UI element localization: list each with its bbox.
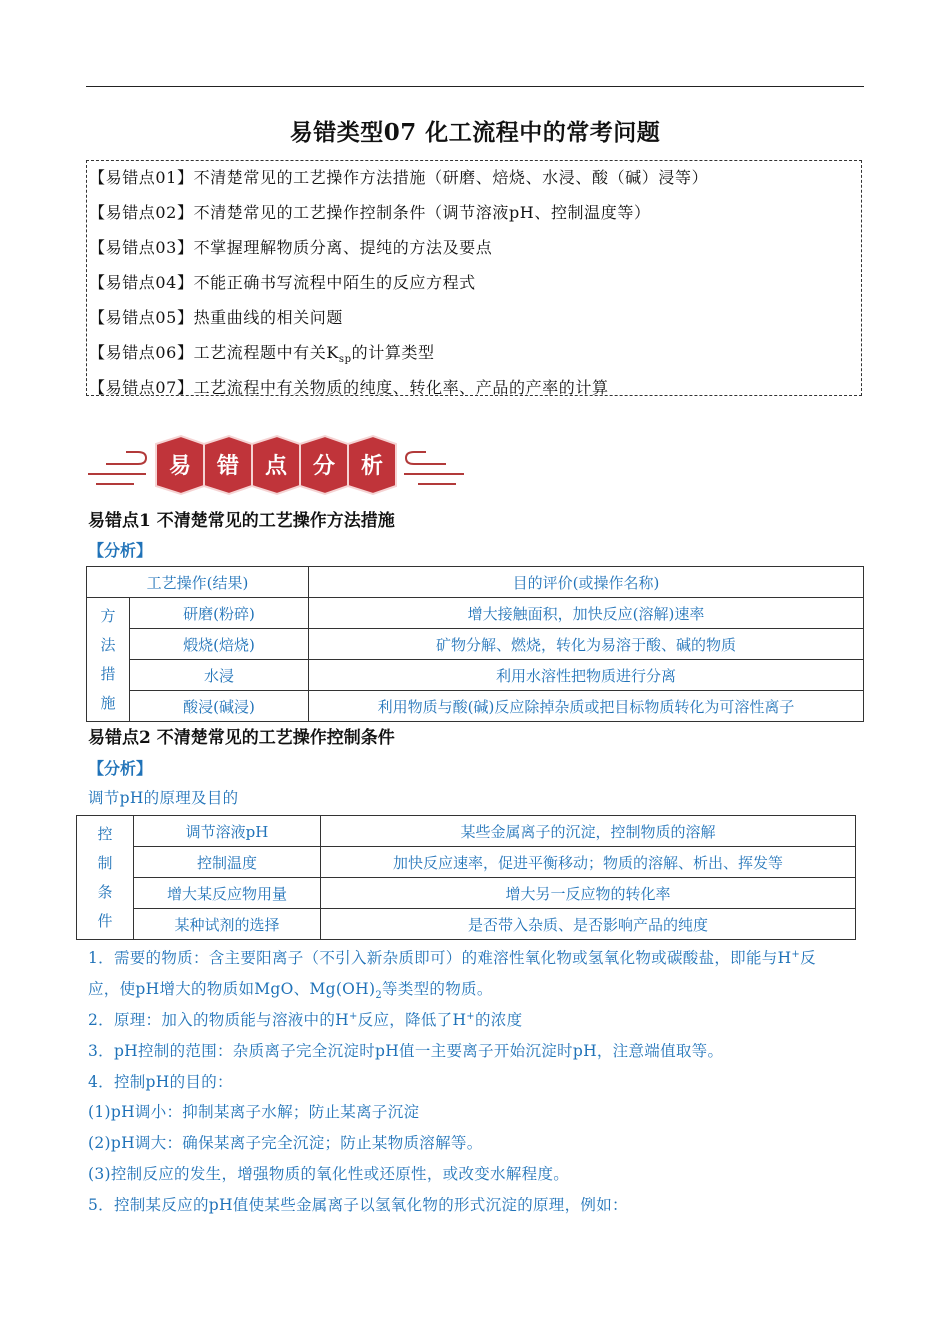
table-cell: 矿物分解、燃烧，转化为易溶于酸、碱的物质 <box>309 629 864 660</box>
list-item <box>89 165 708 188</box>
paragraph <box>88 946 816 968</box>
left-swirl-icon <box>88 452 146 484</box>
table-row <box>87 629 864 660</box>
table-row <box>87 567 864 598</box>
paragraph <box>88 1008 522 1030</box>
table-cell: 煅烧(焙烧) <box>130 629 309 660</box>
item-text: 不清楚常见的工艺操作方法措施（研磨、焙烧、水浸、酸（碱）浸等） <box>193 168 709 187</box>
item-text: 工艺流程中有关物质的纯度、转化率、产品的产率的计算 <box>193 378 609 397</box>
table-row <box>77 878 856 909</box>
text-run: 2．原理：加入的物质能与溶液中的H <box>88 1011 349 1029</box>
table-cell: 增大某反应物用量 <box>134 878 321 909</box>
table-cell: 利用水溶性把物质进行分离 <box>309 660 864 691</box>
table-row <box>87 660 864 691</box>
ksp-subscript: sp <box>338 354 352 366</box>
banner-char: 析 <box>360 454 384 479</box>
operation-method-table <box>86 566 864 722</box>
paragraph: 5．控制某反应的pH值使某些金属离子以氢氧化物的形式沉淀的原理，例如： <box>88 1196 628 1214</box>
table-cell: 研磨(粉碎) <box>130 598 309 629</box>
table-row <box>77 847 856 878</box>
superscript: + <box>348 1010 358 1022</box>
paragraph: (2)pH调大：确保某离子完全沉淀；防止某物质溶解等。 <box>88 1134 483 1152</box>
banner-char: 分 <box>312 454 336 479</box>
text-run: 应，使pH增大的物质如MgO、Mg(OH) <box>88 980 376 998</box>
item-text: 工艺流程题中有关K <box>193 343 339 362</box>
group-char: 方 <box>100 606 116 625</box>
paragraph <box>88 977 493 1001</box>
table-cell: 加快反应速率，促进平衡移动；物质的溶解、析出、挥发等 <box>321 847 856 878</box>
group-label-cell <box>77 816 134 940</box>
item-text: 不清楚常见的工艺操作控制条件（调节溶液pH、控制温度等） <box>193 203 651 222</box>
group-char: 件 <box>97 911 113 930</box>
item-text: 热重曲线的相关问题 <box>193 308 343 327</box>
item-text: 不掌握理解物质分离、提纯的方法及要点 <box>193 238 493 257</box>
table-cell: 某些金属离子的沉淀，控制物质的溶解 <box>321 816 856 847</box>
page-title: 易错类型07 化工流程中的常考问题 <box>289 119 661 146</box>
paragraph: (1)pH调小：抑制某离子水解；防止某离子沉淀 <box>88 1103 420 1121</box>
text-run: 的浓度 <box>474 1011 523 1029</box>
section-heading: 易错点1 不清楚常见的工艺操作方法措施 <box>88 511 395 531</box>
table-cell: 调节溶液pH <box>134 816 321 847</box>
text-run: 反 <box>800 949 816 967</box>
table-cell: 是否带入杂质、是否影响产品的纯度 <box>321 909 856 940</box>
item-tag: 【易错点05】 <box>89 308 194 327</box>
group-char: 条 <box>97 882 113 901</box>
table-cell: 增大接触面积，加快反应(溶解)速率 <box>309 598 864 629</box>
text-run: 1．需要的物质：含主要阳离子（不引入新杂质即可）的难溶性氧化物或氢氧化物或碳酸盐，即能与H <box>88 949 792 967</box>
text-run: 反应，降低了H <box>357 1011 467 1029</box>
superscript: + <box>791 948 801 960</box>
top-rule <box>86 86 864 87</box>
table-cell: 酸浸(碱浸) <box>130 691 309 722</box>
banner-char: 点 <box>264 454 288 479</box>
paragraph: 4．控制pH的目的： <box>88 1073 233 1091</box>
analysis-tag: 【分析】 <box>88 759 153 778</box>
table-cell: 利用物质与酸(碱)反应除掉杂质或把目标物质转化为可溶性离子 <box>309 691 864 722</box>
table-row <box>77 816 856 847</box>
list-item <box>89 305 343 328</box>
table-header-cell: 目的评价(或操作名称) <box>309 567 864 598</box>
table-cell: 增大另一反应物的转化率 <box>321 878 856 909</box>
item-tag: 【易错点03】 <box>89 238 194 257</box>
control-condition-table <box>76 815 856 940</box>
item-text: 的计算类型 <box>351 343 435 362</box>
paragraph: 3．pH控制的范围：杂质离子完全沉淀时pH值一主要离子开始沉淀时pH，注意端值取等。 <box>88 1042 724 1060</box>
list-item <box>89 200 651 223</box>
intro-text: 调节pH的原理及目的 <box>88 789 239 807</box>
table-row <box>87 598 864 629</box>
list-item <box>89 375 609 398</box>
analysis-tag: 【分析】 <box>88 541 153 560</box>
superscript: + <box>466 1010 475 1022</box>
error-point-list <box>86 160 862 396</box>
group-char: 法 <box>100 635 116 654</box>
group-label-cell <box>87 598 130 722</box>
group-char: 施 <box>100 693 116 712</box>
group-char: 措 <box>100 664 116 683</box>
table-cell: 水浸 <box>130 660 309 691</box>
banner-char: 易 <box>168 454 192 479</box>
item-tag: 【易错点06】 <box>89 343 194 362</box>
list-item <box>89 235 492 258</box>
section-heading: 易错点2 不清楚常见的工艺操作控制条件 <box>88 728 395 748</box>
table-header-cell: 工艺操作(结果) <box>87 567 309 598</box>
item-tag: 【易错点04】 <box>89 273 194 292</box>
table-cell: 某种试剂的选择 <box>134 909 321 940</box>
subscript: 2 <box>375 990 383 1002</box>
right-swirl-icon <box>404 452 464 484</box>
list-item <box>89 340 435 365</box>
table-row <box>87 691 864 722</box>
analysis-banner <box>86 432 466 502</box>
item-tag: 【易错点01】 <box>89 168 194 187</box>
group-char: 制 <box>97 853 113 872</box>
list-item <box>89 270 476 293</box>
banner-char: 错 <box>216 454 240 479</box>
group-char: 控 <box>97 824 113 843</box>
text-run: 等类型的物质。 <box>382 980 493 998</box>
table-cell: 控制温度 <box>134 847 321 878</box>
item-text: 不能正确书写流程中陌生的反应方程式 <box>193 273 476 292</box>
paragraph: (3)控制反应的发生，增强物质的氧化性或还原性，或改变水解程度。 <box>88 1165 570 1183</box>
item-tag: 【易错点07】 <box>89 378 194 397</box>
table-row <box>77 909 856 940</box>
item-tag: 【易错点02】 <box>89 203 194 222</box>
